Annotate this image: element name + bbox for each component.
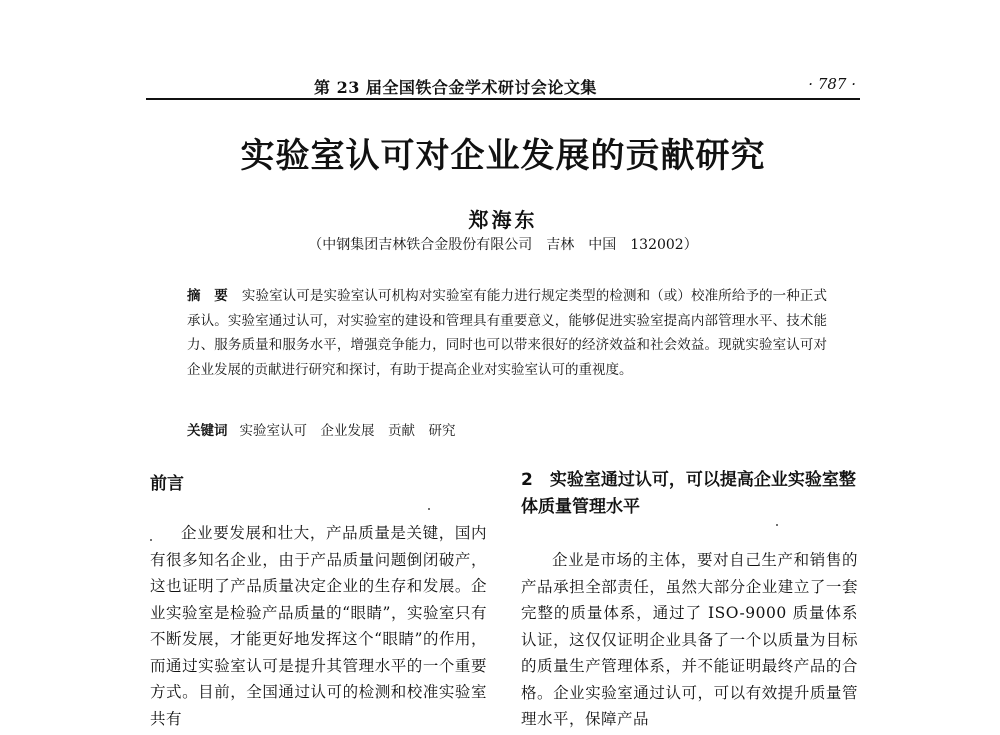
right-column-text: 企业是市场的主体，要对自己生产和销售的产品承担全部责任，虽然大部分企业建立了一套完整的质量体系，通过了 ISO-9000 质量体系认证，这仅仅证明企业具备了一个以质量为目标的质量生产管理体系，并不能证明最终产品的合格。企业实验室通过认可，可以有效提升质量管理水平，保障产品 (521, 551, 858, 728)
running-head (146, 72, 860, 100)
abstract-block (187, 284, 827, 382)
section-heading-preface: 前言 (150, 474, 184, 494)
section-heading-2: 2 实验室通过认可，可以提高企业实验室整体质量管理水平 (521, 470, 856, 517)
page-number: · 787 · (808, 75, 856, 93)
scan-speck (776, 524, 778, 526)
keywords-block (187, 419, 827, 439)
scan-speck (150, 539, 152, 541)
author-affiliation: （中钢集团吉林铁合金股份有限公司 吉林 中国 132002） (308, 237, 698, 253)
left-column-text: 企业要发展和壮大，产品质量是关键，国内有很多知名企业，由于产品质量问题倒闭破产，这也证明了产品质量决定企业的生存和发展。企业实验室是检验产品质量的“眼睛”，实验室只有不断发展，才能更好地发挥这个“眼睛”的作用，而通过实验室认可是提升其管理水平的一个重要方式。目前，全国通过认可的检测和校准实验室共有 (150, 524, 487, 728)
author-name: 郑海东 (468, 208, 538, 232)
journal-title: 第 23 届全国铁合金学术研讨会论文集 (314, 78, 597, 97)
keywords-label: 关键词 (187, 423, 228, 439)
paper-title: 实验室认可对企业发展的贡献研究 (240, 136, 766, 176)
abstract-text: 实验室认可是实验室认可机构对实验室有能力进行规定类型的检测和（或）校准所给予的一种正式承认。实验室通过认可，对实验室的建设和管理具有重要意义，能够促进实验室提高内部管理水平、技术能力、服务质量和服务水平，增强竞争能力，同时也可以带来很好的经济效益和社会效益。现就实验室认可对企业发展的贡献进行研究和探讨，有助于提高企业对实验室认可的重视度。 (187, 288, 828, 378)
abstract-label: 摘 要 (187, 288, 228, 304)
keywords-text: 实验室认可 企业发展 贡献 研究 (239, 423, 456, 439)
scan-speck (428, 508, 430, 510)
